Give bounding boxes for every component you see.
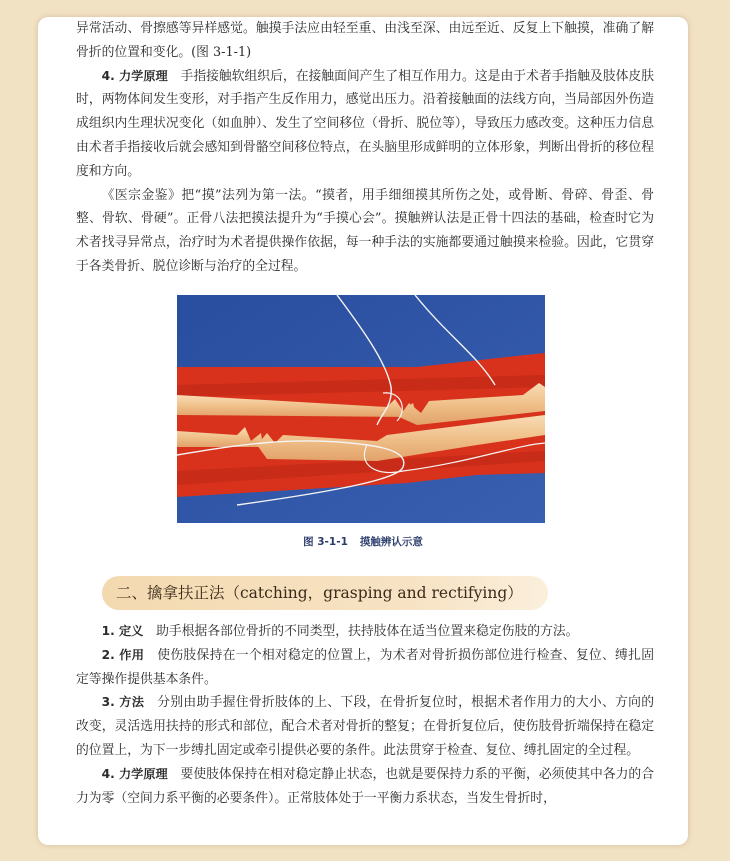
paragraph-label: 4. 力学原理 bbox=[101, 68, 168, 83]
paragraph-body: 手指接触软组织后，在接触面间产生了相互作用力。这是由于术者手指触及肢体皮肤时，两物体间发生变形，对手指产生反作用力，感觉出压力。沿着接触面的法线方向，当局部因外伤造成组织内生理状况变化（如血肿）、发生了空间移位（骨折、脱位等），导致压力感改变。这种压力信息由术者手指接收后就会感知到骨骼空间移位特点，在头脑里形成鲜明的立体形象，判断出骨折的移位程度和方向。 bbox=[76, 68, 655, 179]
paragraph-definition bbox=[76, 620, 654, 644]
book-page bbox=[38, 17, 688, 845]
figure-illustration bbox=[177, 295, 545, 523]
paragraph-method bbox=[76, 691, 654, 762]
paragraph-mechanics bbox=[76, 65, 654, 184]
paragraph-body: 使伤肢保持在一个相对稳定的位置上，为术者对骨折损伤部位进行检查、复位、缚扎固定等操作提供基本条件。 bbox=[76, 647, 655, 687]
bottom-text-block bbox=[76, 620, 654, 810]
section-heading: 二、擒拿扶正法（catching，grasping and rectifying） bbox=[102, 576, 548, 610]
paragraph-label: 4. 力学原理 bbox=[101, 766, 168, 781]
paragraph-mechanics-2 bbox=[76, 763, 654, 811]
paragraph-function bbox=[76, 644, 654, 692]
top-text-block bbox=[76, 17, 654, 279]
paragraph-label: 2. 作用 bbox=[101, 647, 145, 662]
figure-caption bbox=[38, 534, 688, 549]
paragraph-body: 分别由助手握住骨折肢体的上、下段，在骨折复位时，根据术者作用力的大小、方向的改变，灵活选用扶持的形式和部位，配合术者对骨折的整复；在骨折复位后，使伤肢骨折端保持在稳定的位置上，为下一步缚扎固定或牵引提供必要的条件。此法贯穿于检查、复位、缚扎固定的全过程。 bbox=[76, 695, 655, 758]
paragraph-yizong: 《医宗金鉴》把“摸”法列为第一法。“摸者，用手细细摸其所伤之处，或骨断、骨碎、骨歪、骨整、骨软、骨硬”。正骨八法把摸法提升为“手摸心会”。摸触辨认法是正骨十四法的基础，检查时它为术者找寻异常点，治疗时为术者提供操作依据，每一种手法的实施都要通过触摸来检验。因此，它贯穿于各类骨折、脱位诊断与治疗的全过程。 bbox=[76, 187, 654, 274]
paragraph-body: 要使肢体保持在相对稳定静止状态，也就是要保持力系的平衡，必须使其中各力的合力为零（空间力系平衡的必要条件）。正常肢体处于一平衡力系状态，当发生骨折时， bbox=[76, 766, 655, 806]
paragraph-label: 1. 定义 bbox=[101, 624, 144, 638]
paragraph-continuation: 异常活动、骨擦感等异样感觉。触摸手法应由轻至重、由浅至深、由远至近、反复上下触摸，准确了解骨折的位置和变化。(图 3-1-1) bbox=[76, 21, 654, 60]
forearm-palpation-illustration bbox=[177, 295, 545, 523]
caption-number: 图 3-1-1 bbox=[303, 536, 348, 548]
paragraph-label: 3. 方法 bbox=[101, 695, 145, 710]
caption-text: 摸触辨认示意 bbox=[359, 536, 423, 548]
paragraph-body: 助手根据各部位骨折的不同类型，扶持肢体在适当位置来稳定伤肢的方法。 bbox=[156, 624, 579, 639]
